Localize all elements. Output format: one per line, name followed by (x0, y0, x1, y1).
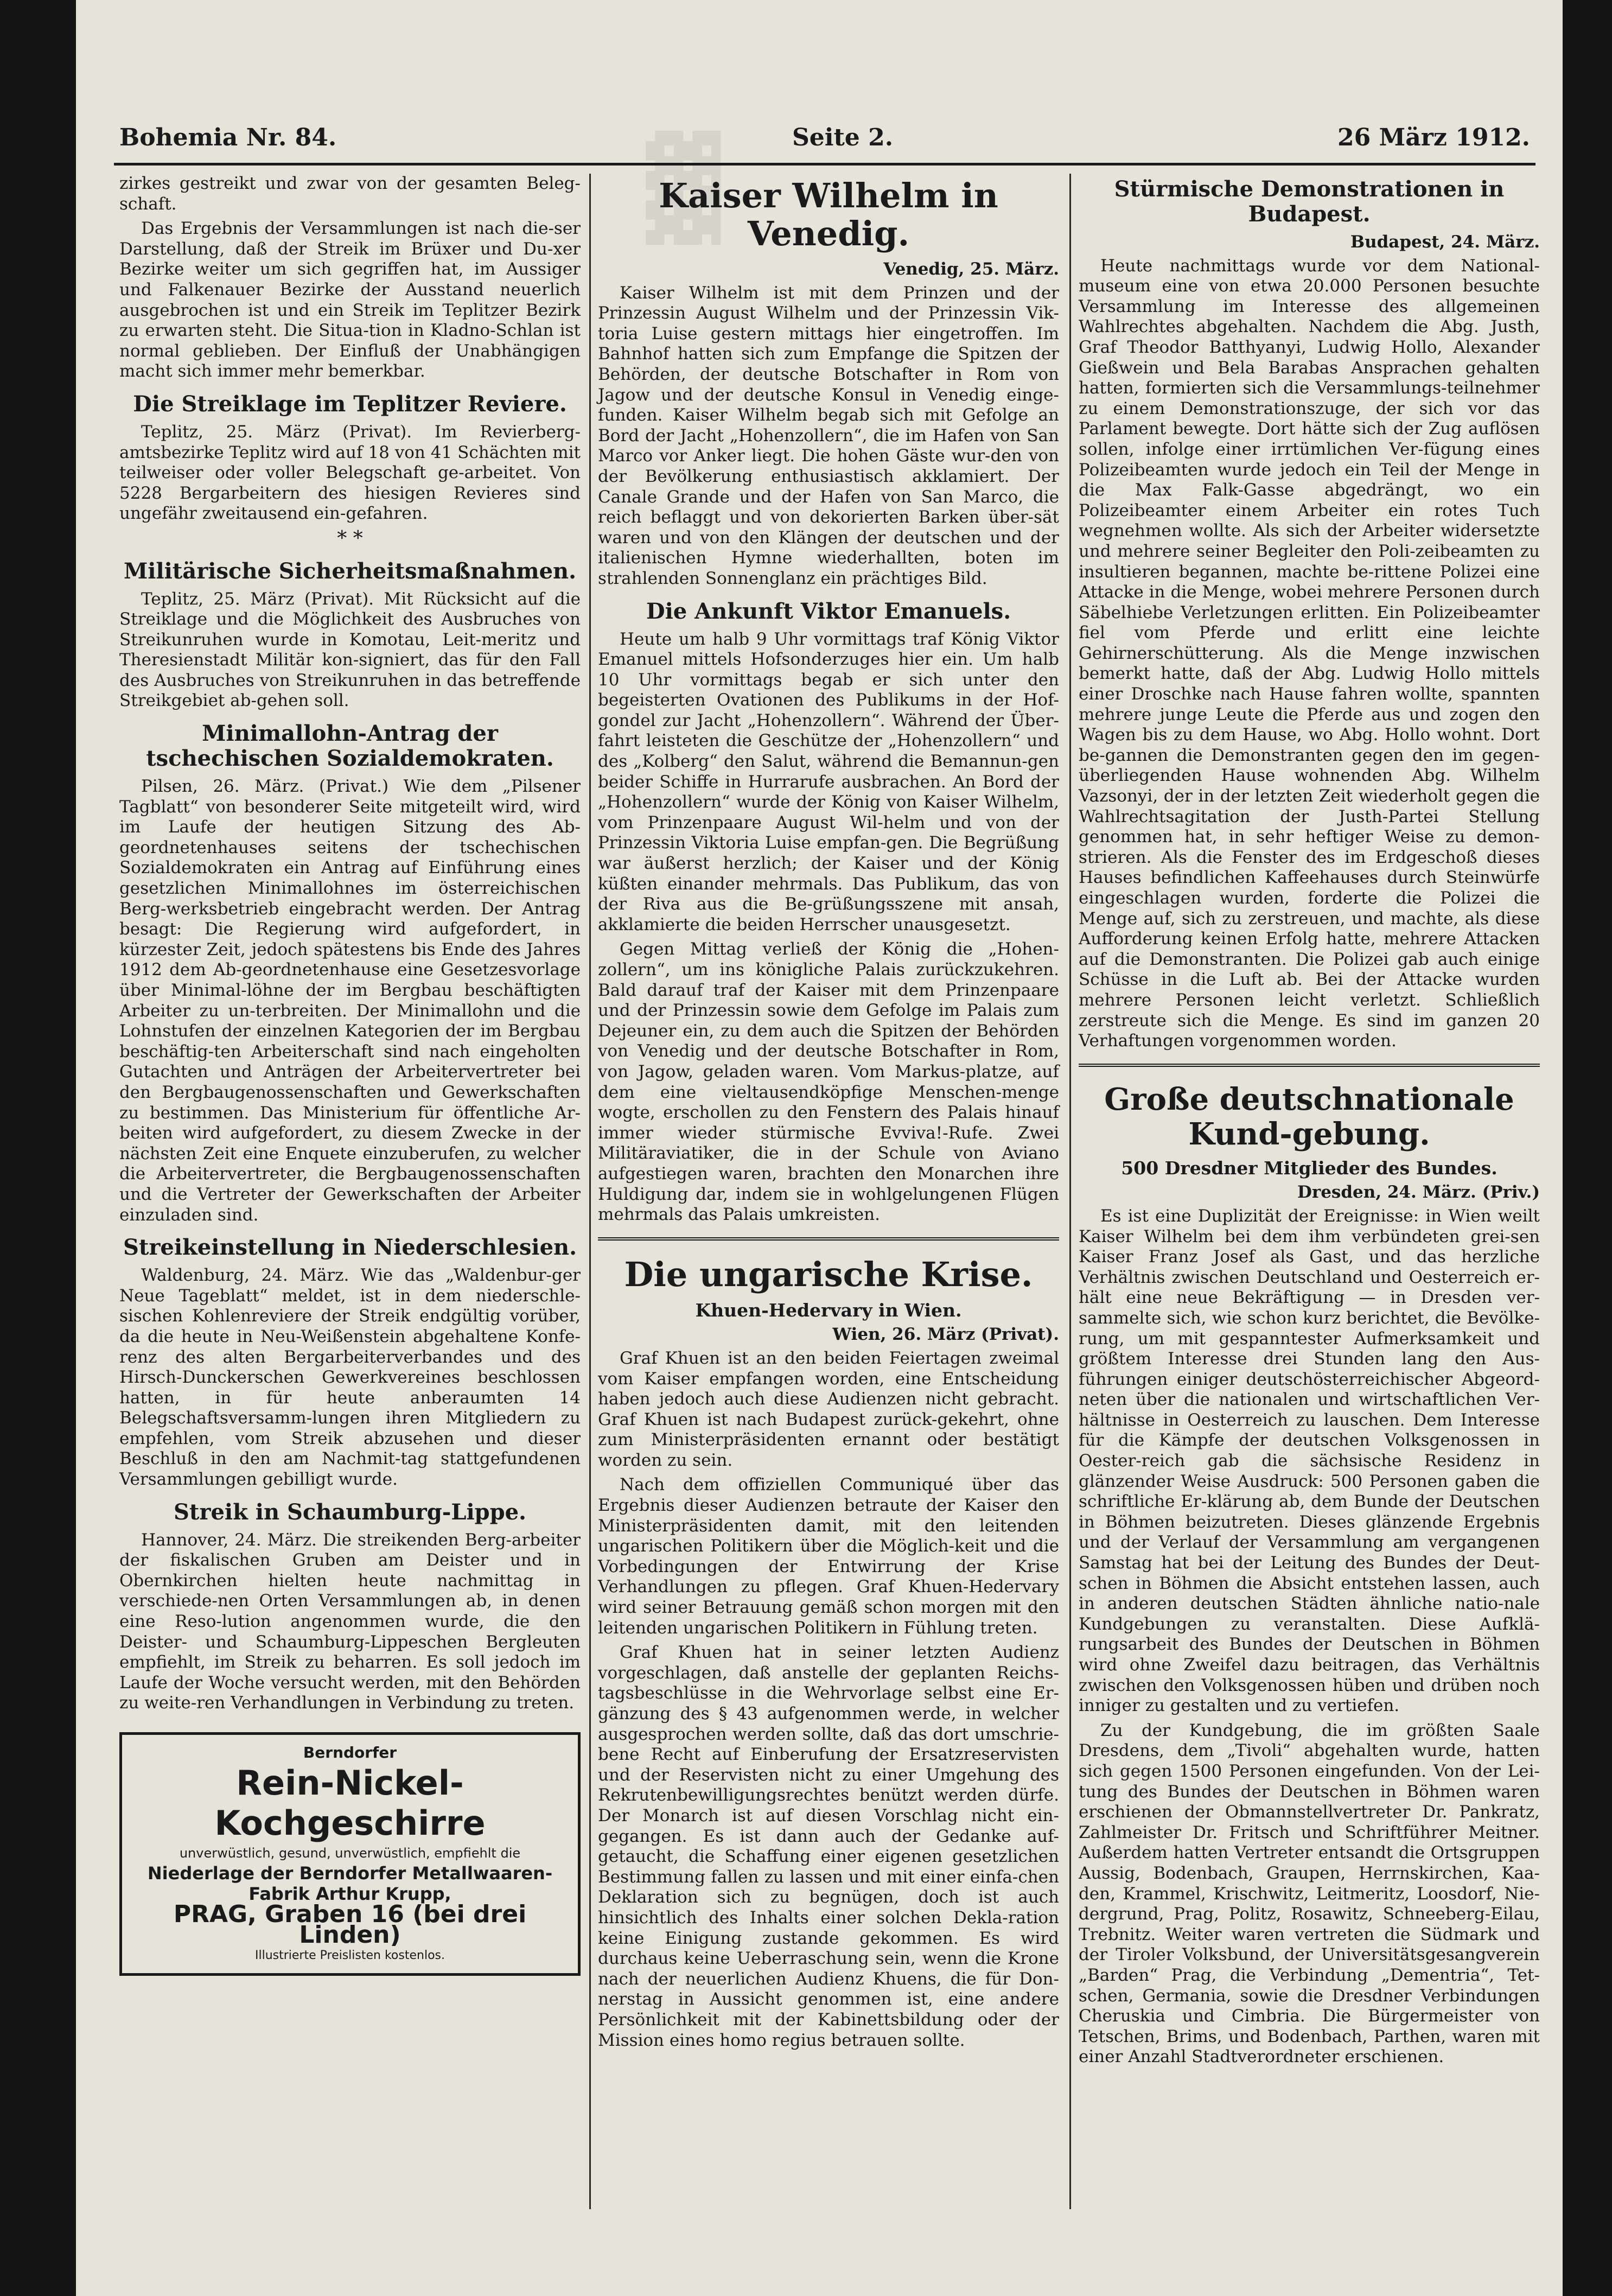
ad-product: Rein-Nickel-Kochgeschirre (214, 1763, 486, 1843)
column-divider (589, 174, 591, 2209)
article-subheading: 500 Dresdner Mitglieder des Bundes. (1121, 1157, 1498, 1179)
advertisement (119, 1732, 581, 1976)
bleed-through-shadow: ▓ (646, 130, 721, 245)
article-heading: Streik in Schaumburg-Lippe. (174, 1499, 526, 1525)
dateline: Venedig, 25. März. (883, 259, 1059, 279)
section-rule (1079, 1064, 1540, 1067)
article-heading: Die Streiklage im Teplitzer Reviere. (133, 391, 567, 417)
column-1 (119, 174, 581, 1976)
article-headline: Kaiser Wilhelm in Venedig. (659, 176, 998, 253)
article-paragraph: Waldenburg, 24. März. Wie das „Waldenbur-ger Neue Tageblatt“ meldet, ist in dem niederschle-sischen Kohlenreviere der Streik endgültig vorüber, da die heute in Neu-Weißenstein abgehaltene Konfe-renz des alten Bergarbeiterverbandes und des Hirsch-Dunckerschen Gewerkvereines beschlossen hatten, in für heute anberaumten 14 Belegschaftsversamm-lungen ihren Mitgliedern zu empfehlen, vom Streik abzusehen und dieser Beschluß in den am Nachmit-tag stattgefundenen Versammlungen gebilligt wurde. (119, 1265, 581, 1490)
article-paragraph: Graf Khuen hat in seiner letzten Audienz vorgeschlagen, daß anstelle der geplanten Reichs-tagsbeschlüsse in die Wehrvorlage selbst eine Er-gänzung des § 43 aufgenommen werde, in welcher ausgesprochen werden sollte, daß das dort umschrie-bene Recht auf Einberufung der Ersatzreservisten und der Reservisten nicht zu einer Umgehung des Rekrutenbewilligungsrechtes benützt werden dürfe. Der Monarch ist auf diesen Vorschlag nicht ein-gegangen. Es ist dann auch der Gedanke auf-getaucht, die Schaffung einer eigenen gesetzlichen Bestimmung fallen zu lassen und mit einer einfa-chen Deklaration sich zu begnügen, doch ist auch hinsichtlich des Inhalts einer solchen Dekla-ration keine Einigung zustande gekommen. Es wird durchaus keine Ueberraschung sein, wenn die Krone nach der neuerlichen Audienz Khuens, die für Don-nerstag in Aussicht genommen ist, eine andere Persönlichkeit mit der Kabinettsbildung oder der Mission eines homo regius betrauen sollte. (598, 1643, 1059, 2050)
article-heading: Streikeinstellung in Niederschlesien. (123, 1235, 577, 1261)
article-paragraph: Gegen Mittag verließ der König die „Hohen-zollern“, um ins königliche Palais zurückzukehren. Bald darauf traf der Kaiser mit dem Prinzenpaare und der Prinzessin sowie dem Gefolge im Palais zum Dejeuner ein, zu dem auch die Spitzen der Behörden von Venedig und der deutsche Botschafter in Rom, von Jagow, geladen waren. Vom Markus-platze, auf dem eine vieltausendköpfige Menschen-menge wogte, erschollen zu den Fenstern des Palais hinauf immer wieder stürmische Evviva!-Rufe. Zwei Militäraviatiker, die in der Schule von Aviano aufgestiegen waren, brachten den Monarchen ihre Huldigung dar, indem sie in wohlgelungenen Flügen mehrmals das Palais umkreisten. (598, 939, 1059, 1225)
ad-tagline: unverwüstlich, gesund, unverwüstlich, empfiehlt die (179, 1845, 521, 1861)
dateline: Budapest, 24. März. (1350, 232, 1540, 252)
page-header (119, 124, 1530, 162)
header-rule (114, 163, 1535, 166)
column-3 (1079, 174, 1540, 2072)
article-heading: Minimallohn-Antrag der tschechischen Sozialdemokraten. (146, 721, 554, 772)
publication-name: Bohemia Nr. 84. (119, 124, 337, 151)
article-subheading: Khuen-Hedervary in Wien. (695, 1299, 962, 1321)
column-2 (598, 174, 1059, 2055)
newspaper-page (76, 0, 1563, 2296)
article-paragraph: Es ist eine Duplizität der Ereignisse: in Wien weilt Kaiser Wilhelm bei dem ihm verbündeten grei-sen Kaiser Franz Josef als Gast, und das herzliche Verhältnis zwischen Deutschland und Oesterreich er-hält eine neue Bekräftigung — in Dresden ver-sammelte sich, wie schon kurz berichtet, die Bevölke-rung, um mit gespanntester Aufmerksamkeit und größtem Interesse drei Stunden lang den Aus-führungen einiger deutschösterreichischer Abgeord-neten über die nationalen und wirtschaftlichen Ver-hältnisse in Oesterreich zu lauschen. Dem Interesse für die Kämpfe der deutschen Volksgenossen in Oester-reich gab die sächsische Residenz in glänzender Weise Ausdruck: 500 Personen gaben die schriftliche Er-klärung ab, dem Bunde der Deutschen in Böhmen beizutreten. Dieses glänzende Ergebnis und der Verlauf der Versammlung am vergangenen Samstag hat bei der Leitung des Bundes der Deut-schen in Böhmen die Absicht entstehen lassen, auch in anderen deutschen Städten ähnliche natio-nale Kundgebungen zu veranstalten. Diese Aufklä-rungsarbeit des Bundes der Deutschen in Böhmen wird ohne Zweifel dazu beitragen, das Verhältnis zwischen den Volksgenossen hüben und drüben noch inniger zu gestalten und zu vertiefen. (1079, 1206, 1540, 1716)
article-paragraph: Graf Khuen ist an den beiden Feiertagen zweimal vom Kaiser empfangen worden, eine Entscheidung haben jedoch auch diese Audienzen nicht gebracht. Graf Khuen ist nach Budapest zurück-gekehrt, ohne zum Ministerpräsidenten ernannt oder bestätigt worden zu sein. (598, 1348, 1059, 1470)
article-headline: Große deutschnationale Kund-gebung. (1104, 1081, 1514, 1152)
issue-date: 26 März 1912. (1337, 124, 1530, 151)
dateline: Dresden, 24. März. (Priv.) (1297, 1182, 1540, 1203)
article-paragraph: Pilsen, 26. März. (Privat.) Wie dem „Pilsener Tagblatt“ von besonderer Seite mitgeteilt wird, wird im Laufe der heutigen Sitzung des Ab-geordnetenhauses seitens der tschechischen Sozialdemokraten ein Antrag auf Einführung eines gesetzlichen Minimallohnes im österreichischen Berg-werksbetrieb eingebracht werden. Der Antrag besagt: Die Regierung wird aufgefordert, in kürzester Zeit, jedoch spätestens bis Ende des Jahres 1912 dem Ab-geordnetenhause eine Gesetzesvorlage über Minimal-löhne der im Bergbau beschäftigten Arbeiter zu un-terbreiten. Der Minimallohn und die Lohnstufen der einzelnen Kategorien der im Bergbau beschäftig-ten Arbeiterschaft sind nach eingeholten Gutachten und Anträgen der Arbeitervertreter bei den Bergbaugenossenschaften und Gewerkschaften zu bestimmen. Das Ministerium für öffentliche Ar-beiten wird aufgefordert, zu diesem Zwecke in der nächsten Zeit eine Enquete einzuberufen, zu welcher die Arbeitervertreter, die Bergbaugenossenschaften und die Vertreter der Gewerkschaften der Arbeiter einzuladen sind. (119, 777, 581, 1225)
ad-brand: Berndorfer (303, 1744, 397, 1761)
article-paragraph: Teplitz, 25. März (Privat). Mit Rücksicht auf die Streiklage und die Möglichkeit des Ausbruches von Streikunruhen wurde in Komotau, Leit-meritz und Theresienstadt Militär kon-signiert, das für den Fall des Ausbruches von Streikunruhen in das betreffende Streikgebiet ab-gehen soll. (119, 589, 581, 711)
article-headline: Die ungarische Krise. (624, 1254, 1033, 1294)
section-rule (598, 1237, 1059, 1241)
ad-note: Illustrierte Preislisten kostenlos. (255, 1948, 445, 1962)
article-paragraph: Teplitz, 25. März (Privat). Im Revierberg-amtsbezirke Teplitz wird auf 18 von 41 Schächten mit teilweiser oder voller Belegschaft ge-arbeitet. Von 5228 Bergarbeitern des hiesigen Revieres sind ungefähr zweitausend ein-gefahren. (119, 422, 581, 524)
article-paragraph: Nach dem offiziellen Communiqué über das Ergebnis dieser Audienzen betraute der Kaiser den Ministerpräsidenten damit, mit den leitenden ungarischen Politikern über die Möglich-keit und die Vorbedingungen der Entwirrung der Krise Verhandlungen zu pflegen. Graf Khuen-Hedervary wird seiner Betrauung gemäß schon morgen mit den leitenden ungarischen Politikern in Fühlung treten. (598, 1475, 1059, 1638)
page-number: Seite 2. (792, 124, 894, 151)
section-separator: * * (337, 527, 363, 550)
article-paragraph: Hannover, 24. März. Die streikenden Berg-arbeiter der fiskalischen Gruben am Deister und in Obernkirchen hielten heute nachmittag in verschiede-nen Orten Versammlungen ab, in denen eine Reso-lution angenommen wurde, die den Deister- und Schaumburg-Lippeschen Bergleuten empfiehlt, im Streik zu beharren. Es soll jedoch im Laufe der Woche versucht werden, mit den Behörden zu weite-ren Verhandlungen in Verbindung zu treten. (119, 1530, 581, 1713)
article-paragraph: Heute um halb 9 Uhr vormittags traf König Viktor Emanuel mittels Hofsonderzuges hier ein. Um halb 10 Uhr vormittags begab er sich unter den begeisterten Ovationen des Publikums in der Hof-gondel zur Jacht „Hohenzollern“. Während der Über-fahrt leisteten die Geschütze der „Hohenzollern“ und des „Kolberg“ den Salut, während die Bemannun-gen beider Schiffe in Hurrarufe ausbrachen. An Bord der „Hohenzollern“ wurde der König von Kaiser Wilhelm, vom Prinzenpaare August Wil-helm und von der Prinzessin Viktoria Luise empfan-gen. Die Begrüßung war äußerst herzlich; der Kaiser und der König küßten einander mehrmals. Das Publikum, das von der Riva aus die Be-grüßungsszene mit ansah, akklamierte die beiden Herrscher unausgesetzt. (598, 629, 1059, 934)
column-divider (1069, 174, 1071, 2209)
article-paragraph: Zu der Kundgebung, die im größten Saale Dresdens, dem „Tivoli“ abgehalten wurde, hatten sich gegen 1500 Personen eingefunden. Von der Lei-tung des Bundes der Deutschen in Böhmen waren erschienen der Obmannstellvertreter Dr. Pankratz, Zahlmeister Dr. Fritsch und Schriftführer Meitner. Außerdem hatten Vertreter entsandt die Ortsgruppen Aussig, Bodenbach, Graupen, Herrnskirchen, Kaa-den, Krammel, Krischwitz, Leitmeritz, Loosdorf, Nie-dergrund, Prag, Politz, Rosawitz, Schneeberg-Eilau, Trebnitz. Weiter waren vertreten die Südmark und der Tiroler Volksbund, der Universitätsgesangverein „Barden“ Prag, die Verbindung „Dementria“, Tet-schen, Germania, sowie die Dresdner Verbindungen Cheruskia und Cimbria. Die Bürgermeister von Tetschen, Brims, und Bodenbach, Parthen, waren mit einer Anzahl Stadtverordneter erschienen. (1079, 1720, 1540, 2067)
ad-seller: Niederlage der Berndorfer Metallwaaren-Fabrik Arthur Krupp, (147, 1863, 553, 1904)
article-heading: Die Ankunft Viktor Emanuels. (646, 598, 1011, 624)
article-headline: Stürmische Demonstrationen in Budapest. (1114, 176, 1505, 227)
article-paragraph: Kaiser Wilhelm ist mit dem Prinzen und der Prinzessin August Wilhelm und der Prinzessin Vik-toria Luise gestern mittags hier eingetroffen. Im Bahnhof hatten sich zum Empfange die Spitzen der Behörden, der deutsche Botschafter in Rom von Jagow und der deutsche Konsul in Venedig einge-funden. Kaiser Wilhelm begab sich mit Gefolge an Bord der Jacht „Hohenzollern“, die im Hafen von San Marco vor Anker liegt. Die hohen Gäste wur-den von der Bevölkerung enthusiastisch akklamiert. Der Canale Grande und der Hafen von San Marco, die reich beflaggt und von dekorierten Barken über-sät waren und von den Klängen der deutschen und der italienischen Hymne wiederhallten, boten im strahlenden Sonnenglanz ein prächtiges Bild. (598, 283, 1059, 588)
article-heading: Militärische Sicherheitsmaßnahmen. (123, 558, 577, 584)
article-paragraph: zirkes gestreikt und zwar von der gesamten Beleg-schaft. (119, 174, 581, 214)
dateline: Wien, 26. März (Privat). (832, 1325, 1059, 1345)
ad-address: PRAG, Graben 16 (bei drei Linden) (173, 1900, 527, 1949)
article-paragraph: Das Ergebnis der Versammlungen ist nach die-ser Darstellung, daß der Streik im Brüxer und Du-xer Bezirke weiter um sich gegriffen hat, im Aussiger und Falkenauer Bezirke der Ausstand neuerlich ausgebrochen ist und ein Streik im Teplitzer Bezirk zu erwarten steht. Die Situa-tion in Kladno-Schlan ist normal geblieben. Der Einfluß der Unabhängigen macht sich immer mehr bemerkbar. (119, 219, 581, 381)
article-paragraph: Heute nachmittags wurde vor dem National-museum eine von etwa 20.000 Personen besuchte Versammlung im Interesse des allgemeinen Wahlrechtes abgehalten. Nachdem die Abg. Justh, Graf Theodor Batthyanyi, Ludwig Hollo, Alexander Gießwein und Bela Barabas Ansprachen gehalten hatten, formierten sich die Versammlungs-teilnehmer zu einem Demonstrationszuge, der sich vor das Parlament bewegte. Dort hätte sich der Zug auflösen sollen, infolge einer irrtümlichen Ver-fügung eines Polizeibeamten wurde jedoch ein Teil der Menge in die Max Falk-Gasse abgedrängt, wo ein Polizeibeamter einem Arbeiter ein rotes Tuch wegnehmen wollte. Als sich der Arbeiter widersetzte und mehrere seiner Begleiter den Poli-zeibeamten zu insultieren begannen, machte be-rittene Polizei eine Attacke in die Menge, wobei mehrere Personen durch Säbelhiebe Verletzungen erlitten. Ein Polizeibeamter fiel vom Pferde und erlitt eine leichte Gehirnerschütterung. Als die Menge inzwischen bemerkt hatte, daß der Abg. Ludwig Hollo mittels einer Droschke nach Hause fahren wollte, spannten mehrere junge Leute die Pferde aus und zogen den Wagen bis zu dem Hause, wo Abg. Hollo wohnt. Dort be-gannen die Demonstranten gegen den im gegen-überliegenden Hause wohnenden Abg. Wilhelm Vazsonyi, der in der letzten Zeit wiederholt gegen die Wahlrechtsagitation der Justh-Partei Stellung genommen hat, in sehr heftiger Weise zu demon-strieren. Als die Fenster des im Erdgeschoß dieses Hauses befindlichen Kaffeehauses durch Steinwürfe eingeschlagen wurden, forderte die Polizei die Menge auf, sich zu zerstreuen, und machte, als diese Aufforderung keinen Erfolg hatte, mehrere Attacken auf die Demonstranten. Die Polizei gab auch einige Schüsse in die Luft ab. Bei der Attacke wurden mehrere Personen leicht verletzt. Schließlich zerstreute sich die Menge. Es sind im ganzen 20 Verhaftungen vorgenommen worden. (1079, 256, 1540, 1051)
